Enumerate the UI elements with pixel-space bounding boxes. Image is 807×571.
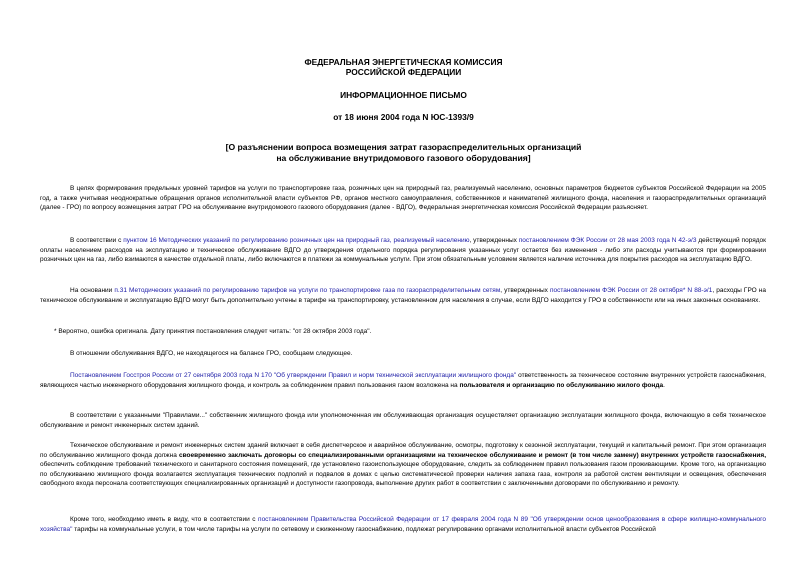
paragraph-4 — [40, 349, 766, 359]
paragraph-6-text: В соответствии с указанными "Правилами..." собственник жилищного фонда или уполномоченная им обслуживающая организация осуществляет организацию эксплуатации жилищного фонда, включающую в себя техническое обслуживание и ремонт инженерных систем зданий. — [40, 412, 766, 429]
paragraph-3 — [40, 286, 766, 305]
paragraph-2-text-b: , утвержденных — [469, 237, 519, 244]
paragraph-2-text-c: действующий порядок оплаты населением расходов на эксплуатацию и техническое обслуживание ВДГО до утверждения отдельного порядка регулирования указанных услуг остается без изменения - либо эти расходы учитываются при формировании розничных цен на газ, либо взимаются в качестве отдельной платы, либо включаются в платежи за коммунальные услуги. При этом обязательным условием является наличие источника для покрытия расходов на эксплуатацию ВДГО. — [40, 237, 766, 263]
paragraph-7 — [40, 441, 766, 489]
link-methodical-instructions-p31[interactable]: п.31 Методических указаний по регулированию тарифов на услуги по транспортировке газа по газораспределительным сетям — [114, 287, 501, 294]
paragraph-3-text-c: , расходы ГРО на техническое обслуживание и эксплуатацию ВДГО могут быть дополнительно учтены в тарифе на транспортировку, установленном для населения в случае, если ВДГО находится у ГРО в собственности или на иных законных основаниях. — [40, 287, 766, 304]
paragraph-5-text-a: ответственность за техническое состояние внутренних устройств газоснабжения, являющихся частью инженерного оборудования жилищного фонда, и контроль за соблюдением правил пользования газом возложена на — [40, 372, 766, 389]
document-date-number: от 18 июня 2004 года N ЮС-1393/9 — [333, 112, 474, 122]
paragraph-8-text-a: Кроме того, необходимо иметь в виду, что в соответствии с — [70, 516, 259, 523]
paragraph-8-text-b: тарифы на коммунальные услуги, в том числе тарифы на услуги по сетевому и сжиженному газоснабжению, подлежат регулированию органами исполнительной власти субъектов Российской — [72, 525, 656, 533]
paragraph-7-text-a: Техническое обслуживание и ремонт инженерных систем зданий включает в себя диспетчерское и аварийное обслуживание, осмотры, подготовку к сезонной эксплуатации, текущий и капитальный ремонт. При этом организация по обслуживанию жилищного фонда должна — [40, 442, 766, 459]
paragraph-3-text-b: , утвержденных — [500, 287, 550, 294]
issuer-name-line1: ФЕДЕРАЛЬНАЯ ЭНЕРГЕТИЧЕСКАЯ КОМИССИЯ — [304, 57, 503, 67]
paragraph-4-text: В отношении обслуживания ВДГО, не находящегося на балансе ГРО, сообщаем следующее. — [70, 350, 353, 357]
paragraph-3-text-a: На основании — [70, 287, 115, 294]
paragraph-7-text-b: обеспечить соблюдение требований технического и санитарного состояния помещений, где установлено газоиспользующее оборудование, следить за соблюдением правил пользования газом проживающими. Кроме того, на организацию по обслуживанию жилищного фонда возлагается эксплуатация технических подполий и подвалов в домах с целью систематической проверки наличия запаха газа, контроля за работой систем вентиляции и освещения, обеспечения свободного входа персонала соответствующих специализированных организаций и доступности газопровода, выполнение других работ в соответствии с заключенными договорами по обслуживанию и ремонту. — [40, 461, 766, 487]
issuer-name-line2: РОССИЙСКОЙ ФЕДЕРАЦИИ — [345, 67, 462, 77]
link-fek-resolution-42[interactable]: постановлением ФЭК России от 28 мая 2003 года N 42-э/3 — [518, 237, 697, 244]
paragraph-1-text: В целях формирования предельных уровней тарифов на услуги по транспортировке газа, розничных цен на природный газ, реализуемый населению, основных параметров бюджетов субъектов Российской Федерации на 2005 год, а также учитывая неоднократные обращения органов исполнительной власти субъектов РФ, органов местного самоуправления, собственников и нанимателей жилищного фонда, населения и газораспределительных организаций (далее - ГРО) по вопросу возмещения затрат ГРО на обслуживание внутридомового газового оборудования (далее - ВДГО), Федеральная энергетическая комиссия Российской Федерации разъясняет. — [40, 185, 766, 211]
link-government-resolution-89[interactable]: постановлением Правительства Российской Федерации от 17 февраля 2004 года N 89 "Об утверждении основ ценообразования в сфере жилищно-коммунального хозяйства" — [40, 516, 766, 533]
document-subject-line2: на обслуживание внутридомового газового оборудования] — [276, 153, 531, 163]
paragraph-5-text-b: . — [663, 381, 665, 389]
document-subject-line1: [О разъяснении вопроса возмещения затрат газораспределительных организаций — [225, 142, 582, 152]
paragraph-6 — [40, 411, 766, 430]
link-gosstroy-resolution-170[interactable]: Постановлением Госстроя России от 27 сентября 2003 года N 170 "Об утверждении Правил и норм технической эксплуатации жилищного фонда" — [70, 372, 517, 379]
document-type: ИНФОРМАЦИОННОЕ ПИСЬМО — [340, 90, 467, 100]
link-methodical-instructions-p16[interactable]: пунктом 16 Методических указаний по регулированию розничных цен на природный газ, реализуемый населению — [123, 237, 470, 244]
paragraph-7-emphasis: своевременно заключать договоры со специализированными организациями на техническое обслуживание и ремонт (в том числе замену) внутренних устройств газоснабжения, — [178, 451, 766, 459]
paragraph-5 — [40, 371, 766, 390]
paragraph-5-emphasis: пользователя и организацию по обслуживанию жилого фонда — [459, 381, 664, 389]
paragraph-2 — [40, 236, 766, 265]
paragraph-2-text-a: В соответствии с — [70, 237, 124, 244]
footnote-text: * Вероятно, ошибка оригинала. Дату принятия постановления следует читать: "от 28 октября 2003 года". — [54, 328, 372, 335]
link-fek-resolution-88[interactable]: постановлением ФЭК России от 28 октября* N 88-э/1 — [549, 287, 713, 294]
paragraph-1 — [40, 184, 766, 213]
paragraph-8 — [40, 515, 766, 534]
footnote — [54, 327, 766, 337]
